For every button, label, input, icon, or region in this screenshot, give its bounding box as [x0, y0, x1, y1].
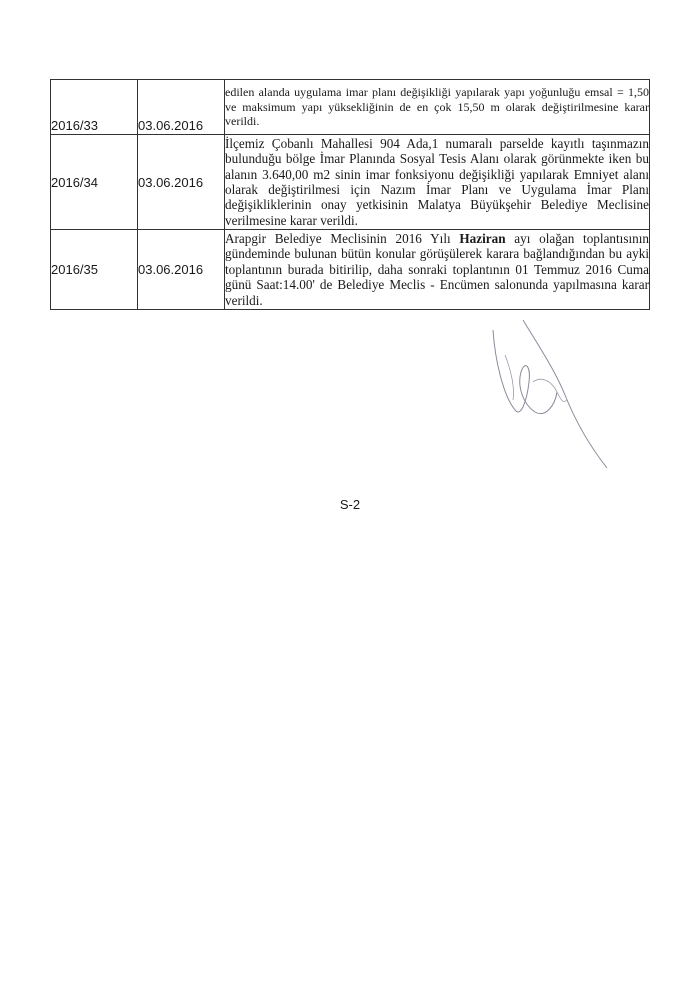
decision-text-part: Arapgir Belediye Meclisinin 2016 Yılı [225, 230, 460, 246]
decision-date: 03.06.2016 [138, 135, 225, 230]
decision-number: 2016/34 [51, 135, 138, 230]
table-row [51, 230, 650, 310]
decision-number: 2016/35 [51, 230, 138, 310]
page-number: S-2 [339, 497, 361, 512]
month-highlight: Haziran [459, 230, 506, 246]
table-row [51, 80, 650, 135]
decision-text [225, 230, 650, 310]
decision-date: 03.06.2016 [138, 230, 225, 310]
table-row [51, 135, 650, 230]
decisions-table [50, 79, 650, 310]
decision-date: 03.06.2016 [138, 80, 225, 135]
decision-text: edilen alanda uygulama imar planı değişikliği yapılarak yapı yoğunluğu emsal = 1,50 ve maksimum yapı yüksekliğinin de en çok 15,50 m olarak değiştirilmesine karar verildi. [225, 80, 650, 135]
decision-text-part: ayı olağan toplantısının gündeminde bulunan bütün konular görüşülerek karara bağlandığından bu ayki toplantının burada bitirilip, daha sonraki toplantının 01 Temmuz 2016 Cuma günü Saat:14.00' de Belediye Meclis - Encümen salonunda yapılmasına karar verildi. [225, 230, 649, 308]
decision-number: 2016/33 [51, 80, 138, 135]
handwritten-signature [485, 300, 615, 470]
decision-text: İlçemiz Çobanlı Mahallesi 904 Ada,1 numaralı parselde kayıtlı taşınmazın bulunduğu bölge İmar Planında Sosyal Tesis Alanı olarak görünmekte iken bu alanın 3.640,00 m2 sinin imar fonksiyonu değişikliği yapılarak Emniyet alanı olarak değiştirilmesi için Nazım İmar Planı ve Uygulama İmar Planı değişikliklerinin onay yetkisinin Malatya Büyükşehir Belediye Meclisine verilmesine karar verildi. [225, 135, 649, 228]
